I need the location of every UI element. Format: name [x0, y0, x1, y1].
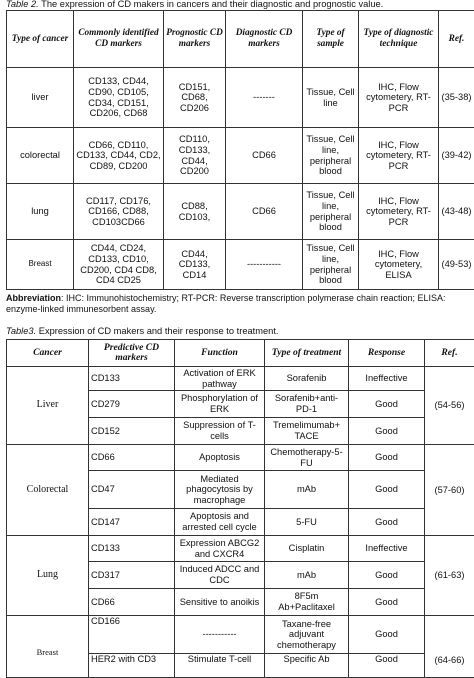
- cell-marker: CD166: [89, 616, 175, 654]
- cell-response: Good: [349, 562, 425, 589]
- cell-response: Good: [349, 654, 425, 678]
- cell-common: CD66, CD110, CD133, CD44, CD2, CD89, CD200: [74, 128, 164, 184]
- table3-caption-text: Expression of CD makers and their response to treatment.: [36, 326, 278, 336]
- cell-function: Expression ABCG2 and CXCR4: [175, 536, 265, 562]
- cell-function: -----------: [175, 616, 265, 654]
- cell-ref: (43-48): [439, 184, 474, 240]
- cell-cancer: Liver: [7, 367, 89, 445]
- cell-cancer: Colorectal: [7, 445, 89, 536]
- cell-function: Apoptosis: [175, 445, 265, 471]
- cell-function: Suppression of T-cells: [175, 418, 265, 445]
- cell-technique: IHC, Flow cytometery, RT-PCR: [359, 184, 439, 240]
- abbreviation-text: : IHC: Immunohistochemistry; RT-PCR: Reverse transcription polymerase chain reaction; ELISA: enzyme-linked immunesorbent assay.: [6, 293, 446, 314]
- cell-ref: (49-53): [439, 240, 474, 290]
- cell-treatment: Specific Ab: [265, 654, 349, 678]
- cell-response: Good: [349, 616, 425, 654]
- cell-sample: Tissue, Cell line, peripheral blood: [303, 184, 359, 240]
- header-type-of-treatment: Type of treatment: [265, 340, 349, 367]
- header-diagnostic-technique: Type of diagnostic technique: [359, 11, 439, 68]
- cell-sample: Tissue, Cell line, peripheral blood: [303, 128, 359, 184]
- header-cancer: Cancer: [7, 340, 89, 367]
- cell-marker: CD66: [89, 589, 175, 616]
- cell-response: Ineffective: [349, 536, 425, 562]
- cell-cancer: liver: [7, 68, 74, 128]
- table-row: [7, 128, 474, 184]
- cell-treatment: mAb: [265, 471, 349, 509]
- table-row: [7, 240, 474, 290]
- cell-function: Stimulate T-cell: [175, 654, 265, 678]
- table3-caption: [6, 326, 279, 336]
- table3: [6, 339, 474, 678]
- cell-response: Good: [349, 418, 425, 445]
- cell-common: CD44, CD24, CD133, CD10, CD200, CD4 CD8, CD4 CD25: [74, 240, 164, 290]
- cell-function: Apoptosis and arrested cell cycle: [175, 509, 265, 536]
- header-type-of-sample: Type of sample: [303, 11, 359, 68]
- cell-function: Phosphorylation of ERK: [175, 391, 265, 418]
- cell-common: CD117, CD176, CD166, CD88, CD103CD66: [74, 184, 164, 240]
- cell-response: Good: [349, 509, 425, 536]
- cell-prognostic: CD151, CD68, CD206: [164, 68, 226, 128]
- cell-treatment: mAb: [265, 562, 349, 589]
- table2: [6, 10, 474, 290]
- table-row: [7, 184, 474, 240]
- cell-treatment: Chemotherapy-5-FU: [265, 445, 349, 471]
- cell-ref: (64-66): [425, 616, 474, 678]
- cell-prognostic: CD88, CD103,: [164, 184, 226, 240]
- header-diagnostic-markers: Diagnostic CD markers: [226, 11, 303, 68]
- cell-treatment: Sorafenib: [265, 367, 349, 391]
- table2-header-row: [7, 11, 474, 68]
- cell-cancer: Breast: [7, 240, 74, 290]
- table3-header-row: [7, 340, 474, 367]
- table-row: [7, 445, 474, 471]
- cell-response: Good: [349, 391, 425, 418]
- cell-function: Activation of ERK pathway: [175, 367, 265, 391]
- table2-caption: [6, 0, 383, 9]
- cell-common: CD133, CD44, CD90, CD105, CD34, CD151, CD206, CD68: [74, 68, 164, 128]
- header-ref: Ref.: [425, 340, 474, 367]
- cell-response: Good: [349, 471, 425, 509]
- cell-treatment: Tremelimumab+ TACE: [265, 418, 349, 445]
- cell-diagnostic: CD66: [226, 184, 303, 240]
- header-type-of-cancer: Type of cancer: [7, 11, 74, 68]
- cell-marker: CD133: [89, 367, 175, 391]
- header-response: Response: [349, 340, 425, 367]
- cell-treatment: Sorafenib+anti-PD-1: [265, 391, 349, 418]
- header-common-markers: Commonly identified CD markers: [74, 11, 164, 68]
- cell-technique: IHC, Flow cytometery, RT-PCR: [359, 128, 439, 184]
- cell-technique: IHC, Flow cytometery, ELISA: [359, 240, 439, 290]
- cell-cancer: colorectal: [7, 128, 74, 184]
- cell-marker: CD279: [89, 391, 175, 418]
- table-row: [7, 616, 474, 654]
- cell-response: Good: [349, 445, 425, 471]
- cell-diagnostic: -----------: [226, 240, 303, 290]
- cell-marker: CD147: [89, 509, 175, 536]
- cell-marker: CD152: [89, 418, 175, 445]
- cell-sample: Tissue, Cell line, peripheral blood: [303, 240, 359, 290]
- table-row: [7, 68, 474, 128]
- cell-treatment: Taxane-free adjuvant chemotherapy: [265, 616, 349, 654]
- cell-prognostic: CD44, CD133, CD14: [164, 240, 226, 290]
- cell-ref: (61-63): [425, 536, 474, 616]
- cell-marker: CD66: [89, 445, 175, 471]
- table-row: [7, 536, 474, 562]
- table2-caption-label: Table 2.: [6, 0, 39, 9]
- cell-marker: CD47: [89, 471, 175, 509]
- cell-technique: IHC, Flow cytometery, RT-PCR: [359, 68, 439, 128]
- cell-cancer: Lung: [7, 536, 89, 616]
- cell-ref: (54-56): [425, 367, 474, 445]
- cell-function: Induced ADCC and CDC: [175, 562, 265, 589]
- cell-ref: (57-60): [425, 445, 474, 536]
- cell-ref: (35-38): [439, 68, 474, 128]
- header-function: Function: [175, 340, 265, 367]
- table2-abbreviation: [6, 293, 468, 314]
- cell-function: Sensitive to anoikis: [175, 589, 265, 616]
- cell-treatment: 8F5m Ab+Paclitaxel: [265, 589, 349, 616]
- cell-sample: Tissue, Cell line: [303, 68, 359, 128]
- header-prognostic-markers: Prognostic CD markers: [164, 11, 226, 68]
- cell-response: Good: [349, 589, 425, 616]
- cell-ref: (39-42): [439, 128, 474, 184]
- cell-diagnostic: -------: [226, 68, 303, 128]
- cell-function: Mediated phagocytosis by macrophage: [175, 471, 265, 509]
- cell-diagnostic: CD66: [226, 128, 303, 184]
- cell-cancer: lung: [7, 184, 74, 240]
- table-row: [7, 367, 474, 391]
- cell-marker: CD317: [89, 562, 175, 589]
- table3-caption-label: Table3.: [6, 326, 36, 336]
- cell-response: Ineffective: [349, 367, 425, 391]
- header-ref: Ref.: [439, 11, 474, 68]
- table2-caption-text: The expression of CD makers in cancers and their diagnostic and prognostic value.: [39, 0, 384, 9]
- abbreviation-label: Abbreviation: [6, 293, 61, 303]
- header-predictive-markers: Predictive CD markers: [89, 340, 175, 367]
- cell-prognostic: CD110, CD133, CD44, CD200: [164, 128, 226, 184]
- cell-cancer: Breast: [7, 616, 89, 678]
- cell-marker: CD133: [89, 536, 175, 562]
- cell-marker: HER2 with CD3: [89, 654, 175, 678]
- cell-treatment: Cisplatin: [265, 536, 349, 562]
- cell-treatment: 5-FU: [265, 509, 349, 536]
